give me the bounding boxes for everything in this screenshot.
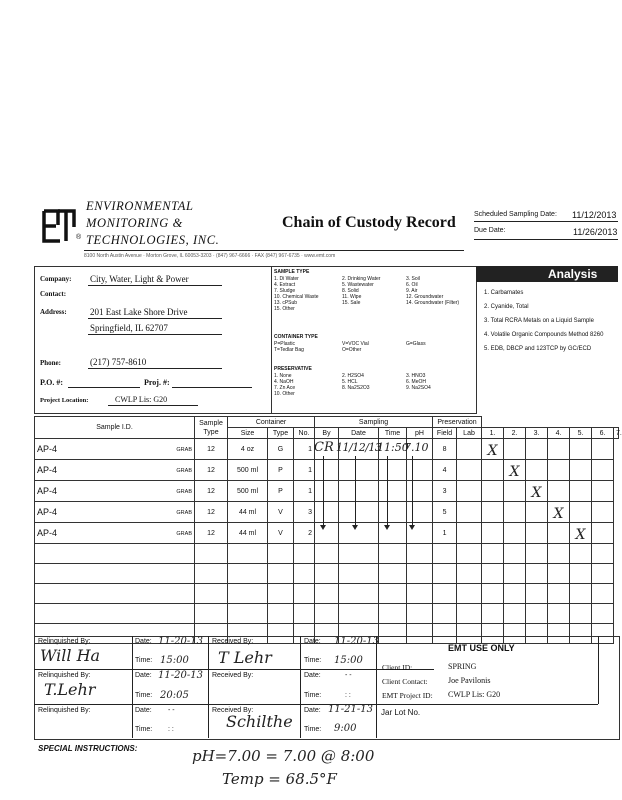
table-cell: [35, 460, 195, 481]
header-lab: Lab: [457, 428, 482, 439]
grab-label: GRAB: [176, 489, 192, 495]
table-cell: [504, 502, 526, 523]
address-label: Address:: [40, 308, 67, 316]
table-cell: [570, 544, 592, 564]
analysis-item: 4. Volatile Organic Compounds Method 8260: [484, 332, 604, 338]
table-cell: [379, 604, 407, 624]
table-cell: [379, 544, 407, 564]
table-cell: [339, 502, 379, 523]
relinquished-label-3: Relinquished By:: [38, 707, 91, 714]
address-line-1: 201 East Lake Shore Drive: [90, 307, 188, 317]
table-cell: [228, 544, 268, 564]
table-cell: [504, 523, 526, 544]
table-cell: [379, 564, 407, 584]
table-cell: [195, 604, 228, 624]
sample-type-list: 1. Di Water 2. Drinking Water 3. Soil 4. Extract 5. Wastewater 6. Oil 7. Sludge 8. Solid 9. Air 10. Chemical Waste 11. Wipe 12. Groundwater 13. cPSub 15. Sale 14. Groundwater (Filter) 15. Other: [274, 276, 460, 312]
table-cell: [195, 564, 228, 584]
sampled-time: 11:50: [377, 441, 409, 454]
date-label: Date:: [135, 672, 152, 679]
cell-size: 500 ml: [228, 460, 268, 481]
table-cell: [433, 544, 457, 564]
analysis-check-mark: X: [487, 443, 498, 459]
header-sampling: Sampling: [315, 417, 433, 428]
table-cell: [339, 544, 379, 564]
company-address: 8100 North Austin Avenue · Morton Grove, IL 60053-3203 · (847) 967-6666 · FAX (847) 967-6735 · www.emt.com: [84, 253, 336, 259]
table-row: [35, 564, 619, 584]
relinquished-time-1: 15:00: [160, 655, 189, 666]
sample-id: AP-4: [37, 486, 58, 496]
table-cell: [35, 604, 195, 624]
table-cell: [614, 584, 619, 604]
table-cell: [433, 584, 457, 604]
table-cell: [526, 564, 548, 584]
relinquished-label-1: Relinquished By:: [38, 638, 91, 645]
received-date-1: 11-20-13: [334, 636, 379, 647]
sample-id: AP-4: [37, 507, 58, 517]
table-cell: [315, 502, 339, 523]
relinquished-time-2: 20:05: [160, 690, 189, 701]
table-cell: [457, 564, 482, 584]
table-cell: [548, 544, 570, 564]
table-cell: [504, 564, 526, 584]
page-title: Chain of Custody Record: [282, 214, 456, 231]
header-by: By: [315, 428, 339, 439]
analysis-item: 3. Total RCRA Metals on a Liquid Sample: [484, 318, 594, 324]
table-cell: [457, 584, 482, 604]
grab-label: GRAB: [176, 447, 192, 453]
sample-id: AP-4: [37, 465, 58, 475]
time-label: Time:: [135, 726, 153, 733]
due-label: Due Date:: [474, 227, 506, 234]
table-cell: [570, 460, 592, 481]
table-cell: [407, 584, 433, 604]
time-label: Time:: [304, 657, 322, 664]
table-cell: [35, 544, 195, 564]
table-cell: [592, 439, 614, 460]
analysis-check-mark: X: [575, 527, 586, 543]
ditto-arrow: [355, 456, 356, 526]
table-cell: [482, 584, 504, 604]
table-cell: [570, 502, 592, 523]
table-cell: [35, 439, 195, 460]
table-cell: [482, 439, 504, 460]
table-cell: [35, 481, 195, 502]
table-cell: [592, 584, 614, 604]
table-cell: [315, 544, 339, 564]
ditto-arrow: [387, 456, 388, 526]
analysis-item: 1. Carbamates: [484, 290, 524, 296]
preservative-title: PRESERVATIVE: [274, 366, 312, 372]
table-row: [35, 523, 619, 544]
client-info-box: [34, 266, 272, 414]
table-cell: [504, 584, 526, 604]
table-cell: [457, 439, 482, 460]
table-cell: [526, 584, 548, 604]
table-cell: [228, 604, 268, 624]
cell-field: 1: [433, 523, 457, 544]
jar-lot-label: Jar Lot No.: [381, 708, 421, 717]
proj-label: Proj. #:: [144, 378, 170, 387]
table-cell: [268, 604, 294, 624]
table-cell: [548, 460, 570, 481]
table-cell: [570, 584, 592, 604]
header-container: Container: [228, 417, 315, 428]
cell-ctype: G: [268, 439, 294, 460]
header-field: Field: [433, 428, 457, 439]
header-analysis-2: 2.: [504, 428, 526, 439]
cell-size: 44 ml: [228, 502, 268, 523]
table-cell: [457, 544, 482, 564]
table-cell: [526, 544, 548, 564]
grab-label: GRAB: [176, 468, 192, 474]
analysis-check-mark: X: [531, 485, 542, 501]
table-cell: [614, 460, 619, 481]
received-signature-1: T Lehr: [218, 648, 272, 667]
table-cell: [592, 481, 614, 502]
table-cell: [379, 523, 407, 544]
table-cell: [228, 564, 268, 584]
address-line-2: Springfield, IL 62707: [90, 323, 168, 333]
table-row: [35, 481, 619, 502]
table-cell: [315, 460, 339, 481]
sampled-by: CR: [314, 440, 334, 455]
client-contact-value: Joe Pavilonis: [448, 676, 491, 685]
client-id-label: Client ID:: [382, 663, 413, 672]
table-cell: [407, 481, 433, 502]
relinquished-signature-1: Will Ha: [40, 646, 101, 665]
table-cell: [407, 544, 433, 564]
table-cell: [457, 502, 482, 523]
table-cell: [339, 604, 379, 624]
project-location-value: CWLP Lis: G20: [115, 395, 168, 404]
analysis-item: 2. Cyanide, Total: [484, 304, 529, 310]
table-cell: [195, 584, 228, 604]
header-analysis-6: 6.: [592, 428, 614, 439]
table-cell: [268, 584, 294, 604]
relinquished-date-3: - -: [168, 707, 175, 714]
table-cell: [482, 564, 504, 584]
cell-field: 8: [433, 439, 457, 460]
table-cell: [268, 544, 294, 564]
table-cell: [268, 564, 294, 584]
table-cell: [315, 604, 339, 624]
table-cell: [548, 481, 570, 502]
table-cell: [504, 481, 526, 502]
relinquished-date-2: 11-20-13: [158, 670, 203, 681]
cell-no: 1: [294, 439, 315, 460]
header-analysis-5: 5.: [570, 428, 592, 439]
table-cell: [457, 481, 482, 502]
table-cell: [614, 604, 619, 624]
table-cell: [457, 460, 482, 481]
table-cell: [504, 460, 526, 481]
table-cell: [407, 604, 433, 624]
grab-label: GRAB: [176, 531, 192, 537]
received-time-1: 15:00: [334, 655, 363, 666]
date-label: Date:: [304, 672, 321, 679]
table-cell: [35, 584, 195, 604]
date-label: Date:: [135, 707, 152, 714]
cell-type: 12: [195, 460, 228, 481]
cell-ctype: V: [268, 502, 294, 523]
received-time-2: : :: [345, 692, 351, 699]
table-cell: [526, 481, 548, 502]
table-cell: [570, 523, 592, 544]
table-row: [35, 604, 619, 624]
header-analysis-3: 3.: [526, 428, 548, 439]
table-cell: [614, 502, 619, 523]
sampled-date: 11/12/13: [336, 441, 382, 454]
special-instructions-line-2: Temp = 68.5°F: [222, 770, 337, 788]
cell-size: 4 oz: [228, 439, 268, 460]
table-cell: [315, 523, 339, 544]
relinquished-time-3: : :: [168, 726, 174, 733]
relinquished-date-1: 11-20-13: [158, 636, 203, 647]
container-type-list: P=Plastic V=VOC Vial G=Glass T=Tedlar Bag O=Other: [274, 341, 426, 353]
table-cell: [614, 564, 619, 584]
cell-ctype: P: [268, 481, 294, 502]
emt-project-id-label: EMT Project ID:: [382, 691, 433, 700]
header-size: Size: [228, 428, 268, 439]
cell-type: 12: [195, 481, 228, 502]
received-time-3: 9:00: [334, 723, 357, 734]
table-cell: [548, 584, 570, 604]
cell-field: 4: [433, 460, 457, 481]
sample-id: AP-4: [37, 444, 58, 454]
client-contact-label: Client Contact:: [382, 677, 428, 686]
time-label: Time:: [135, 657, 153, 664]
table-cell: [548, 564, 570, 584]
due-value: 11/26/2013: [573, 227, 618, 237]
table-cell: [592, 564, 614, 584]
table-cell: [407, 564, 433, 584]
header-sample-id: Sample I.D.: [35, 417, 195, 439]
analysis-title: Analysis: [548, 267, 598, 281]
table-cell: [294, 564, 315, 584]
project-location-label: Project Location:: [40, 397, 89, 404]
table-cell: [457, 604, 482, 624]
table-cell: [35, 564, 195, 584]
cell-no: 2: [294, 523, 315, 544]
registered-icon: ®: [76, 234, 82, 241]
header-analysis-1: 1.: [482, 428, 504, 439]
table-row: [35, 584, 619, 604]
table-cell: [614, 481, 619, 502]
table-cell: [548, 604, 570, 624]
table-cell: [548, 502, 570, 523]
container-type-title: CONTAINER TYPE: [274, 334, 318, 340]
company-label: Company:: [40, 275, 72, 283]
table-cell: [339, 481, 379, 502]
analysis-check-mark: X: [509, 464, 520, 480]
table-cell: [407, 460, 433, 481]
cell-no: 1: [294, 460, 315, 481]
table-cell: [504, 439, 526, 460]
time-label: Time:: [304, 692, 322, 699]
table-cell: [570, 439, 592, 460]
table-row: [35, 502, 619, 523]
cell-type: 12: [195, 502, 228, 523]
header-time: Time: [379, 428, 407, 439]
date-label: Date:: [304, 638, 321, 645]
cell-type: 12: [195, 523, 228, 544]
cell-field: 5: [433, 502, 457, 523]
table-cell: [570, 481, 592, 502]
header-sample-type: Sample Type: [195, 417, 228, 439]
table-cell: [526, 604, 548, 624]
grab-label: GRAB: [176, 510, 192, 516]
table-cell: [315, 584, 339, 604]
client-id-value: SPRING: [448, 662, 477, 671]
sampled-ph: 7.10: [404, 441, 429, 454]
ditto-arrow: [323, 456, 324, 526]
cell-ctype: V: [268, 523, 294, 544]
cell-size: 44 ml: [228, 523, 268, 544]
table-cell: [526, 523, 548, 544]
table-cell: [592, 604, 614, 624]
analysis-list: [484, 286, 603, 356]
table-cell: [315, 564, 339, 584]
table-cell: [504, 604, 526, 624]
table-cell: [379, 460, 407, 481]
sample-type-title: SAMPLE TYPE: [274, 269, 310, 275]
table-cell: [526, 502, 548, 523]
analysis-check-mark: X: [553, 506, 564, 522]
header-analysis-4: 4.: [548, 428, 570, 439]
table-cell: [294, 544, 315, 564]
special-instructions-label: SPECIAL INSTRUCTIONS:: [38, 744, 138, 753]
table-cell: [379, 584, 407, 604]
table-cell: [482, 604, 504, 624]
table-cell: [614, 523, 619, 544]
table-cell: [482, 502, 504, 523]
phone-label: Phone:: [40, 359, 61, 367]
contact-label: Contact:: [40, 290, 67, 298]
table-cell: [294, 604, 315, 624]
emt-project-id-value: CWLP Lis: G20: [448, 690, 501, 699]
preservative-list: 1. None 2. H2SO4 3. HNO3 4. NaOH 5. HCL 6. MeOH 7. Zn Ace 8. Na2S2O3 9. Na2SO4 10. Other: [274, 373, 431, 397]
table-cell: [548, 523, 570, 544]
time-label: Time:: [135, 692, 153, 699]
table-cell: [570, 604, 592, 624]
company-name: ENVIRONMENTAL MONITORING & TECHNOLOGIES, INC.: [86, 199, 220, 247]
table-cell: [457, 523, 482, 544]
table-cell: [407, 502, 433, 523]
header-ph: pH: [407, 428, 433, 439]
table-cell: [482, 460, 504, 481]
cell-field: 3: [433, 481, 457, 502]
table-cell: [526, 460, 548, 481]
table-cell: [315, 481, 339, 502]
table-cell: [548, 439, 570, 460]
table-cell: [294, 584, 315, 604]
header-preservation: Preservation: [433, 417, 482, 428]
table-cell: [592, 544, 614, 564]
cell-size: 500 ml: [228, 481, 268, 502]
time-label: Time:: [304, 726, 322, 733]
analysis-item: 5. EDB, DBCP and 123TCP by GC/ECD: [484, 346, 592, 352]
cell-type: 12: [195, 439, 228, 460]
cell-no: 3: [294, 502, 315, 523]
table-cell: [482, 481, 504, 502]
table-cell: [570, 564, 592, 584]
table-cell: [592, 460, 614, 481]
received-signature-3: Schilthe: [226, 712, 293, 731]
relinquished-label-2: Relinquished By:: [38, 672, 91, 679]
table-cell: [379, 502, 407, 523]
table-cell: [339, 584, 379, 604]
table-cell: [433, 604, 457, 624]
relinquished-signature-2: T.Lehr: [44, 680, 96, 699]
cell-ctype: P: [268, 460, 294, 481]
received-label-1: Received By:: [212, 638, 254, 645]
emt-logo: [38, 205, 80, 247]
table-cell: [379, 481, 407, 502]
company-value: City, Water, Light & Power: [90, 274, 189, 284]
table-cell: [195, 544, 228, 564]
received-date-2: - -: [345, 672, 352, 679]
table-cell: [35, 502, 195, 523]
table-cell: [614, 544, 619, 564]
table-cell: [526, 439, 548, 460]
table-cell: [339, 460, 379, 481]
table-cell: [339, 523, 379, 544]
received-label-2: Received By:: [212, 672, 254, 679]
received-date-3: 11-21-13: [328, 704, 373, 715]
po-label: P.O. #:: [40, 378, 64, 387]
table-row: [35, 544, 619, 564]
scheduled-value: 11/12/2013: [572, 210, 617, 220]
table-row: [35, 460, 619, 481]
cell-no: 1: [294, 481, 315, 502]
analysis-header: [476, 266, 618, 282]
header-no: No.: [294, 428, 315, 439]
header-date: Date: [339, 428, 379, 439]
ditto-arrow: [412, 456, 413, 526]
table-cell: [433, 564, 457, 584]
scheduled-label: Scheduled Sampling Date:: [474, 211, 557, 218]
table-cell: [592, 523, 614, 544]
sample-id: AP-4: [37, 528, 58, 538]
table-cell: [482, 523, 504, 544]
received-label-3: Received By:: [212, 707, 254, 714]
emt-use-title: EMT USE ONLY: [448, 643, 515, 653]
table-cell: [339, 564, 379, 584]
table-cell: [35, 523, 195, 544]
special-instructions-line-1: pH=7.00 = 7.00 @ 8:00: [192, 747, 375, 765]
custody-box: [34, 636, 620, 740]
date-label: Date:: [304, 707, 321, 714]
phone-value: (217) 757-8610: [90, 357, 147, 367]
table-cell: [504, 544, 526, 564]
header-type: Type: [268, 428, 294, 439]
header-analysis-7: 7.: [614, 428, 619, 439]
date-label: Date:: [135, 638, 152, 645]
table-cell: [592, 502, 614, 523]
table-cell: [614, 439, 619, 460]
table-cell: [228, 584, 268, 604]
table-cell: [482, 544, 504, 564]
